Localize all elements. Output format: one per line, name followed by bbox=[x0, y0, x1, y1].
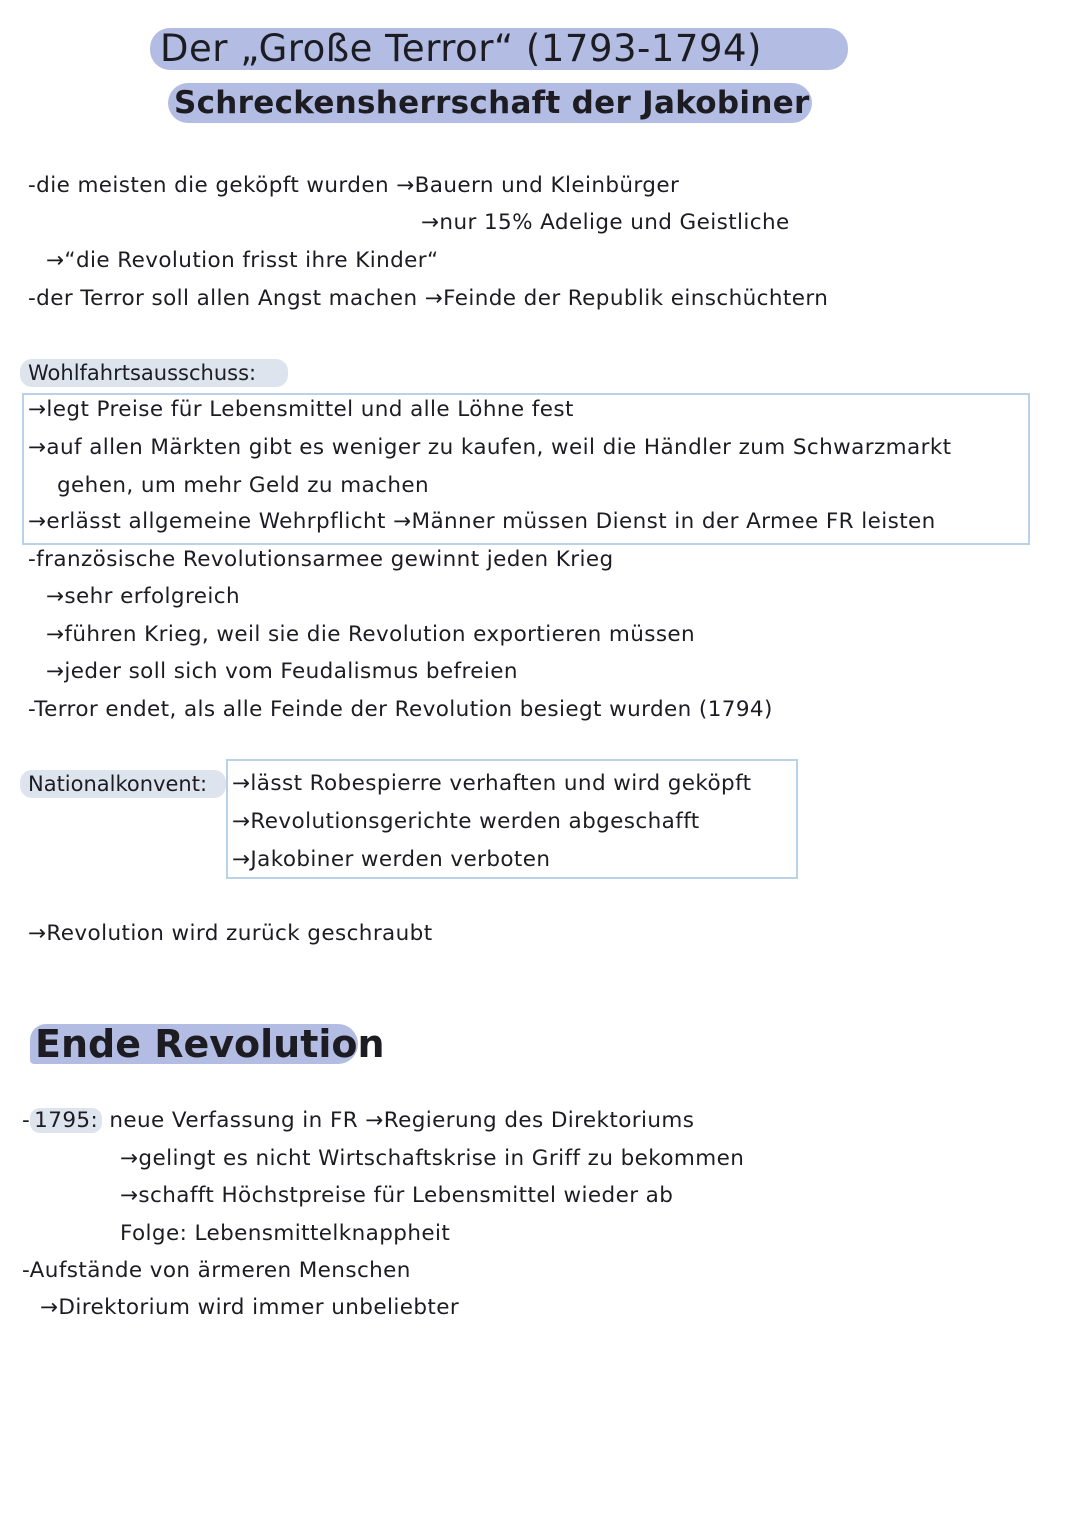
note-line: →“die Revolution frisst ihre Kinder“ bbox=[46, 248, 439, 273]
page-subtitle: Schreckensherrschaft der Jakobiner bbox=[168, 83, 812, 123]
note-line: Folge: Lebensmittelknappheit bbox=[120, 1221, 451, 1246]
note-line: →legt Preise für Lebensmittel und alle Löhne fest bbox=[28, 397, 574, 422]
section-title-ende-revolution: Ende Revolution bbox=[30, 1024, 358, 1064]
conclusion-line: →Revolution wird zurück geschraubt bbox=[28, 921, 433, 946]
note-line: -Aufstände von ärmeren Menschen bbox=[22, 1258, 411, 1283]
note-line: →sehr erfolgreich bbox=[46, 584, 240, 609]
note-line: - 1795: neue Verfassung in FR →Regierung des Direktoriums bbox=[22, 1108, 695, 1133]
note-line: →jeder soll sich vom Feudalismus befreien bbox=[46, 659, 518, 684]
nationalkonvent-label: Nationalkonvent: bbox=[20, 770, 226, 798]
note-line: →Jakobiner werden verboten bbox=[232, 847, 551, 872]
note-line: -französische Revolutionsarmee gewinnt jeden Krieg bbox=[28, 547, 614, 572]
note-line: →gelingt es nicht Wirtschaftskrise in Griff zu bekommen bbox=[120, 1146, 745, 1171]
note-line: -der Terror soll allen Angst machen →Feinde der Republik einschüchtern bbox=[28, 286, 829, 311]
note-line: →erlässt allgemeine Wehrpflicht →Männer müssen Dienst in der Armee FR leisten bbox=[28, 509, 936, 534]
note-line: →nur 15% Adelige und Geistliche bbox=[421, 210, 790, 235]
note-line: →schafft Höchstpreise für Lebensmittel wieder ab bbox=[120, 1183, 674, 1208]
year-badge: 1795: bbox=[30, 1108, 102, 1133]
note-line: -die meisten die geköpft wurden →Bauern und Kleinbürger bbox=[28, 173, 680, 198]
note-line: →Direktorium wird immer unbeliebter bbox=[40, 1295, 460, 1320]
note-line: →führen Krieg, weil sie die Revolution exportieren müssen bbox=[46, 622, 696, 647]
wohlfahrtsausschuss-label: Wohlfahrtsausschuss: bbox=[20, 359, 288, 387]
note-line: -Terror endet, als alle Feinde der Revolution besiegt wurden (1794) bbox=[28, 697, 773, 722]
note-line: gehen, um mehr Geld zu machen bbox=[57, 473, 430, 498]
page-title: Der „Große Terror“ (1793-1794) bbox=[150, 28, 848, 70]
note-line: →Revolutionsgerichte werden abgeschafft bbox=[232, 809, 700, 834]
note-line: →lässt Robespierre verhaften und wird geköpft bbox=[232, 771, 752, 796]
note-line: →auf allen Märkten gibt es weniger zu kaufen, weil die Händler zum Schwarzmarkt bbox=[28, 435, 952, 460]
